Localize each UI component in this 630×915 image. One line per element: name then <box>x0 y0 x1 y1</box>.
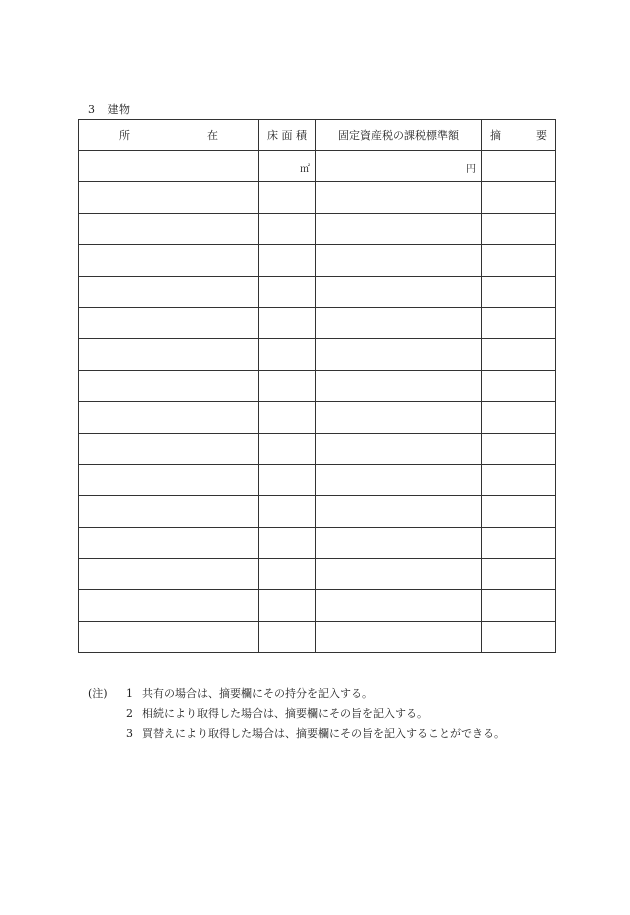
cell-floor-area[interactable] <box>259 245 316 276</box>
cell-remarks[interactable] <box>482 151 556 182</box>
cell-floor-area[interactable] <box>259 559 316 590</box>
note-text: 共有の場合は、摘要欄にその持分を記入する。 <box>142 687 373 700</box>
cell-tax-base[interactable] <box>316 151 482 182</box>
cell-location[interactable] <box>79 339 259 370</box>
unit-yen: 円 <box>466 164 476 175</box>
cell-location[interactable] <box>79 370 259 401</box>
cell-location[interactable] <box>79 151 259 182</box>
section-number: 3 <box>88 103 96 116</box>
cell-floor-area[interactable] <box>259 527 316 558</box>
table-row <box>79 307 556 338</box>
header-floor-area: 床 面 積 <box>259 120 316 151</box>
header-remarks-char-1: 摘 <box>490 129 501 142</box>
table-row <box>79 527 556 558</box>
cell-remarks[interactable] <box>482 464 556 495</box>
cell-location[interactable] <box>79 559 259 590</box>
cell-remarks[interactable] <box>482 182 556 213</box>
table-row <box>79 621 556 652</box>
cell-tax-base[interactable] <box>316 370 482 401</box>
table-row <box>79 213 556 244</box>
cell-floor-area[interactable] <box>259 464 316 495</box>
note-item <box>88 684 505 704</box>
cell-remarks[interactable] <box>482 433 556 464</box>
table-row <box>79 402 556 433</box>
cell-tax-base[interactable] <box>316 527 482 558</box>
cell-tax-base[interactable] <box>316 464 482 495</box>
cell-remarks[interactable] <box>482 590 556 621</box>
cell-tax-base[interactable] <box>316 339 482 370</box>
cell-floor-area[interactable] <box>259 182 316 213</box>
cell-remarks[interactable] <box>482 245 556 276</box>
header-remarks-char-2: 要 <box>536 129 547 142</box>
cell-location[interactable] <box>79 464 259 495</box>
cell-floor-area[interactable] <box>259 402 316 433</box>
cell-location[interactable] <box>79 433 259 464</box>
table-row <box>79 182 556 213</box>
cell-tax-base[interactable] <box>316 590 482 621</box>
table-row <box>79 245 556 276</box>
section-title <box>88 101 131 117</box>
table-row <box>79 559 556 590</box>
cell-remarks[interactable] <box>482 527 556 558</box>
table-row <box>79 433 556 464</box>
cell-floor-area[interactable] <box>259 151 316 182</box>
cell-floor-area[interactable] <box>259 590 316 621</box>
note-number: 1 <box>126 687 133 700</box>
table-row <box>79 590 556 621</box>
cell-remarks[interactable] <box>482 370 556 401</box>
cell-tax-base[interactable] <box>316 213 482 244</box>
cell-remarks[interactable] <box>482 559 556 590</box>
cell-tax-base[interactable] <box>316 182 482 213</box>
cell-tax-base[interactable] <box>316 307 482 338</box>
cell-tax-base[interactable] <box>316 559 482 590</box>
cell-location[interactable] <box>79 245 259 276</box>
cell-remarks[interactable] <box>482 307 556 338</box>
unit-sqm: ㎡ <box>300 164 310 175</box>
notes-label: (注) <box>88 687 108 700</box>
table-row <box>79 370 556 401</box>
cell-remarks[interactable] <box>482 496 556 527</box>
cell-floor-area[interactable] <box>259 496 316 527</box>
cell-tax-base[interactable] <box>316 245 482 276</box>
cell-remarks[interactable] <box>482 402 556 433</box>
header-remarks <box>482 120 556 151</box>
cell-floor-area[interactable] <box>259 339 316 370</box>
cell-floor-area[interactable] <box>259 213 316 244</box>
table-row <box>79 276 556 307</box>
note-text: 相続により取得した場合は、摘要欄にその旨を記入する。 <box>142 707 428 720</box>
notes <box>88 684 505 744</box>
cell-location[interactable] <box>79 402 259 433</box>
header-tax-base: 固定資産税の課税標準額 <box>316 120 482 151</box>
section-heading: 建物 <box>107 103 131 116</box>
cell-tax-base[interactable] <box>316 276 482 307</box>
cell-floor-area[interactable] <box>259 370 316 401</box>
cell-floor-area[interactable] <box>259 276 316 307</box>
header-location-char-2: 在 <box>207 129 218 142</box>
header-location <box>79 120 259 151</box>
cell-location[interactable] <box>79 276 259 307</box>
cell-remarks[interactable] <box>482 213 556 244</box>
table-row <box>79 496 556 527</box>
cell-location[interactable] <box>79 182 259 213</box>
building-table <box>78 119 556 653</box>
note-number: 3 <box>126 727 133 740</box>
cell-remarks[interactable] <box>482 339 556 370</box>
cell-floor-area[interactable] <box>259 621 316 652</box>
header-location-char-1: 所 <box>119 129 130 142</box>
cell-location[interactable] <box>79 307 259 338</box>
cell-tax-base[interactable] <box>316 402 482 433</box>
cell-location[interactable] <box>79 213 259 244</box>
cell-floor-area[interactable] <box>259 307 316 338</box>
note-text: 買替えにより取得した場合は、摘要欄にその旨を記入することができる。 <box>142 727 505 740</box>
cell-tax-base[interactable] <box>316 621 482 652</box>
cell-location[interactable] <box>79 590 259 621</box>
cell-location[interactable] <box>79 496 259 527</box>
table-row <box>79 151 556 182</box>
cell-location[interactable] <box>79 527 259 558</box>
cell-floor-area[interactable] <box>259 433 316 464</box>
cell-location[interactable] <box>79 621 259 652</box>
cell-tax-base[interactable] <box>316 496 482 527</box>
cell-tax-base[interactable] <box>316 433 482 464</box>
note-item <box>88 704 505 724</box>
cell-remarks[interactable] <box>482 621 556 652</box>
table-row <box>79 464 556 495</box>
note-item <box>88 724 505 744</box>
cell-remarks[interactable] <box>482 276 556 307</box>
table-row <box>79 339 556 370</box>
header-row <box>79 120 556 151</box>
note-number: 2 <box>126 707 133 720</box>
